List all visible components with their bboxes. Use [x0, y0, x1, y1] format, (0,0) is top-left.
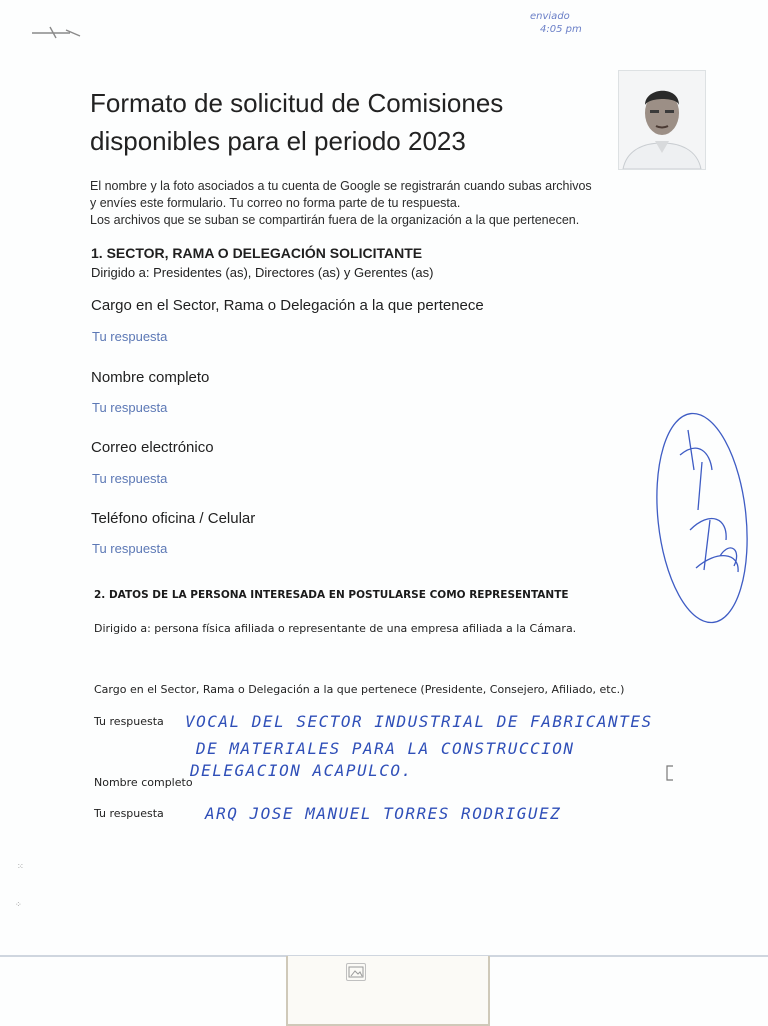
bracket-mark-icon — [664, 764, 676, 782]
handwritten-answer: ARQ JOSE MANUEL TORRES RODRIGUEZ — [205, 804, 562, 823]
question-label: Nombre completo — [91, 369, 210, 386]
question-label: Teléfono oficina / Celular — [91, 510, 256, 527]
signature-mark — [650, 400, 760, 630]
question-label: Cargo en el Sector, Rama o Delegación a la que pertenece — [91, 297, 484, 314]
section2-directed: Dirigido a: persona física afiliada o representante de una empresa afiliada a la Cámara. — [94, 622, 577, 635]
profile-photo — [618, 70, 706, 170]
question-label: Nombre completo — [94, 776, 193, 789]
question-label: Cargo en el Sector, Rama o Delegación a la que pertenece (Presidente, Consejero, Afiliado, etc.) — [94, 683, 625, 696]
handwritten-answer: VOCAL DEL SECTOR INDUSTRIAL DE FABRICANTES — [185, 712, 653, 731]
person-photo-icon — [619, 71, 705, 169]
section1-title: 1. SECTOR, RAMA O DELEGACIÓN SOLICITANTE — [91, 245, 423, 261]
handwritten-answer: DE MATERIALES PARA LA CONSTRUCCION — [196, 739, 575, 758]
answer-input[interactable]: Tu respuesta — [94, 715, 164, 728]
handwritten-note: enviado 4:05 pm — [530, 11, 582, 35]
answer-input[interactable]: Tu respuesta — [94, 807, 164, 820]
form-title: Formato de solicitud de Comisiones disponibles para el periodo 2023 — [90, 88, 504, 156]
intro-text: El nombre y la foto asociados a tu cuenta de Google se registrarán cuando subas archivos y envíes este formulario. Tu correo no forma parte de tu respuesta. Los archivos que se suban se compartirán fuera de la organización a la que pertenecen. — [90, 179, 592, 227]
section2-title: 2. DATOS DE LA PERSONA INTERESADA EN POSTULARSE COMO REPRESENTANTE — [94, 589, 569, 601]
image-icon — [346, 963, 366, 981]
margin-mark: ⁘ — [15, 900, 22, 909]
clip-tab — [286, 956, 490, 1026]
section1-directed: Dirigido a: Presidentes (as), Directores (as) y Gerentes (as) — [91, 265, 434, 280]
handwritten-answer: DELEGACION ACAPULCO. — [190, 761, 413, 780]
question-label: Correo electrónico — [91, 439, 214, 456]
answer-input[interactable]: Tu respuesta — [92, 471, 168, 486]
margin-mark: ⁙ — [17, 862, 24, 871]
answer-input[interactable]: Tu respuesta — [92, 400, 168, 415]
answer-input[interactable]: Tu respuesta — [92, 329, 168, 344]
answer-input[interactable]: Tu respuesta — [92, 541, 168, 556]
scan-mark-icon — [30, 24, 90, 42]
